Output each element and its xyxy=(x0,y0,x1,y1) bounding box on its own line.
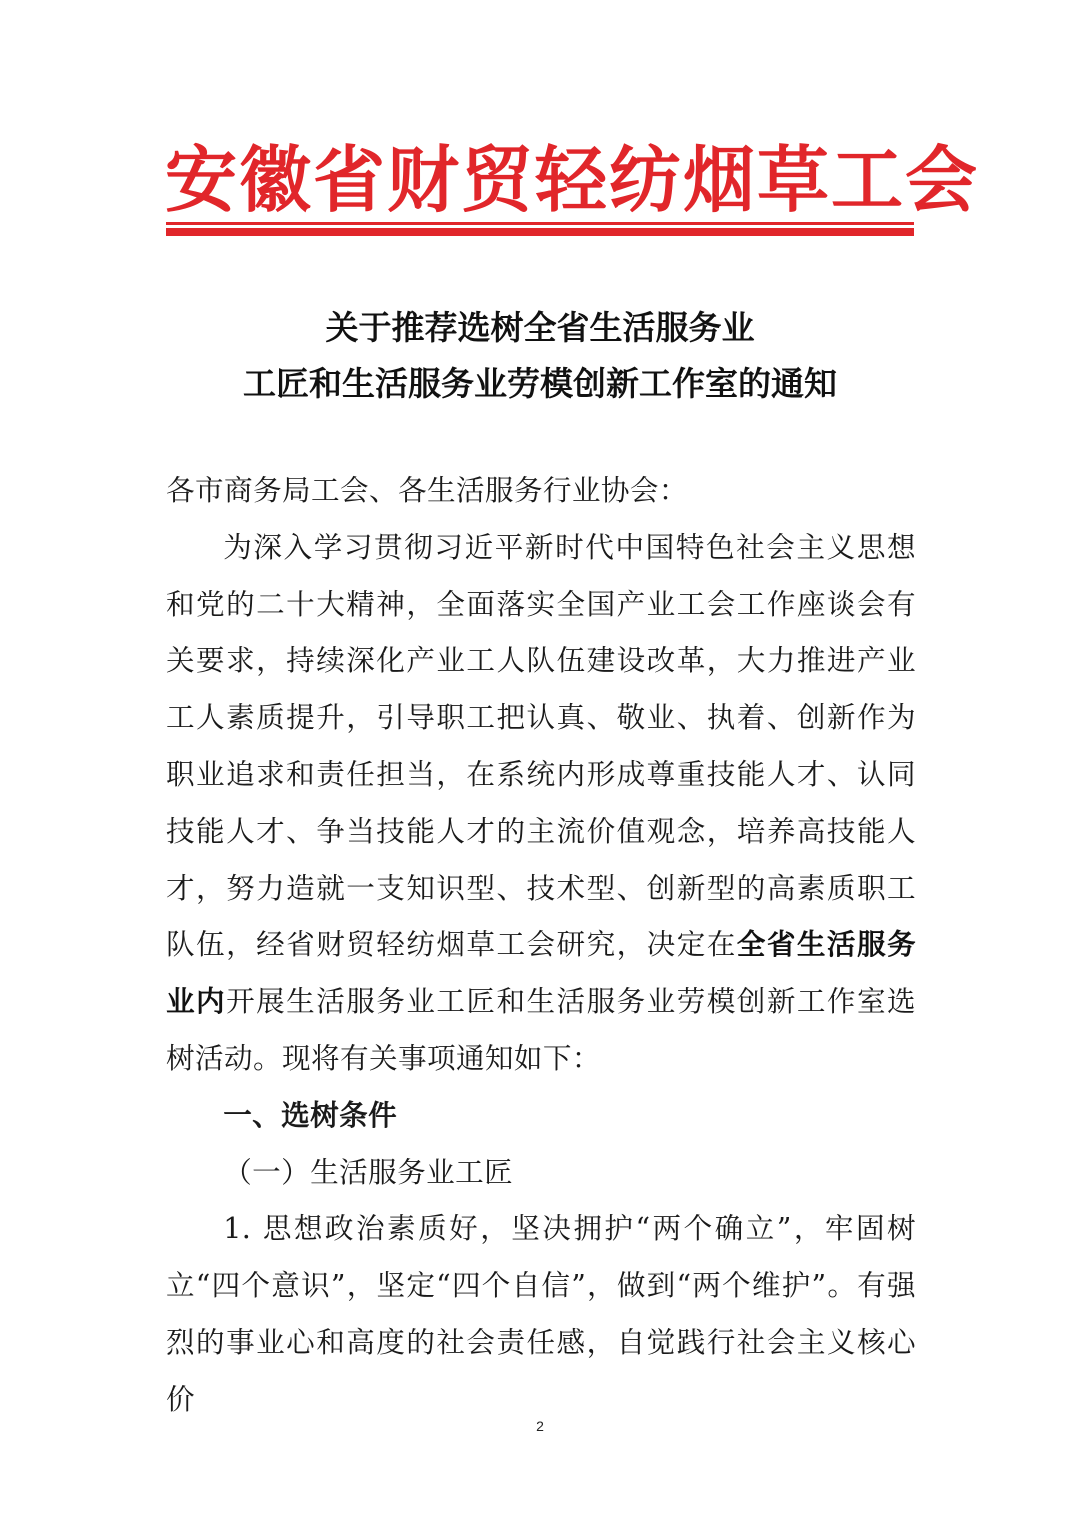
letterhead-rule-thin xyxy=(166,222,914,225)
intro-text-part-2: 开展生活服务业工匠和生活服务业劳模创新工作室选树活动。现将有关事项通知如下： xyxy=(166,984,916,1075)
intro-paragraph xyxy=(166,519,916,1087)
document-title-line-1: 关于推荐选树全省生活服务业 xyxy=(325,308,755,347)
intro-text-part-1: 为深入学习贯彻习近平新时代中国特色社会主义思想和党的二十大精神，全面落实全国产业工会工作座谈会有关要求，持续深化产业工人队伍建设改革，大力推进产业工人素质提升，引导职工把认真、敬业、执着、创新作为职业追求和责任担当，在系统内形成尊重技能人才、认同技能人才、争当技能人才的主流价值观念，培养高技能人才，努力造就一支知识型、技术型、创新型的高素质职工队伍，经省财贸轻纺烟草工会研究，决定在 xyxy=(166,529,916,962)
section-1-heading: 一、选树条件 xyxy=(223,1097,398,1132)
page-number: 2 xyxy=(536,1418,544,1434)
subsection-1-heading: （一）生活服务业工匠 xyxy=(223,1154,514,1189)
organization-letterhead: 安徽省财贸轻纺烟草工会 xyxy=(165,138,980,222)
salutation: 各市商务局工会、各生活服务行业协会： xyxy=(166,473,688,507)
intro-emphasis: 全省生活服务业内 xyxy=(166,927,916,1019)
criteria-item-1: 1. 思想政治素质好，坚决拥护“两个确立”，牢固树立“四个意识”，坚定“四个自信”，做到“两个维护”。有强烈的事业心和高度的社会责任感，自觉践行社会主义核心价 xyxy=(166,1211,916,1416)
letterhead-rule-thick xyxy=(166,228,914,236)
document-title-line-2: 工匠和生活服务业劳模创新工作室的通知 xyxy=(243,364,837,403)
document-body xyxy=(166,462,916,1428)
